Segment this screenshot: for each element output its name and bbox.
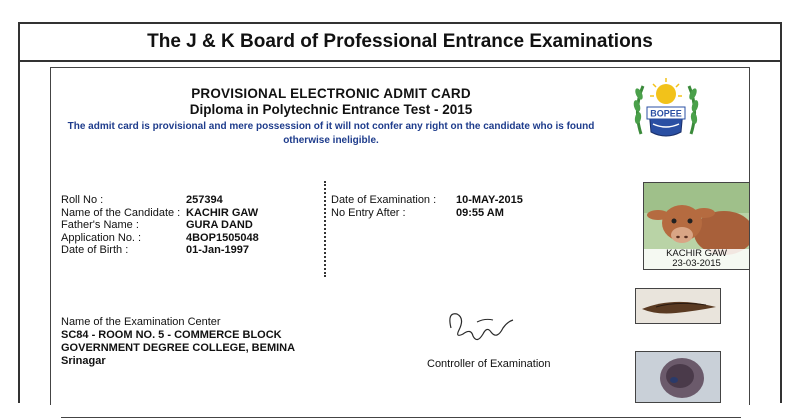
board-title: The J & K Board of Professional Entrance Examinations (147, 31, 653, 52)
admit-card-body (50, 67, 750, 405)
detail-row (61, 207, 259, 220)
detail-value: GURA DAND (186, 219, 253, 231)
exam-label: No Entry After : (331, 206, 406, 219)
logo-text: BOPEE (650, 108, 682, 119)
thumb-impression-icon (636, 352, 721, 403)
controller-label: Controller of Examination (427, 358, 551, 370)
detail-row (61, 232, 259, 245)
exam-value: 09:55 AM (456, 206, 504, 219)
detail-row (61, 194, 259, 207)
controller-signature-icon (441, 300, 521, 350)
centre-line-3: Srinagar (61, 355, 106, 367)
provisional-notice (51, 120, 611, 148)
admit-card-frame (18, 22, 782, 403)
candidate-details (61, 194, 259, 257)
exam-details (331, 194, 523, 219)
detail-row (61, 219, 259, 232)
detail-label: Application No. : (61, 231, 142, 244)
notice-line-2: otherwise ineligible. (283, 135, 379, 146)
board-header (20, 24, 780, 62)
dotted-divider (324, 181, 326, 277)
centre-line-1: SC84 - ROOM NO. 5 - COMMERCE BLOCK (61, 329, 282, 341)
detail-value: KACHIR GAW (186, 206, 259, 219)
photo-caption (644, 249, 749, 269)
exam-label: Date of Examination : (331, 194, 437, 206)
detail-label: Roll No : (61, 194, 104, 206)
card-subtitle: Diploma in Polytechnic Entrance Test - 2015 (189, 102, 473, 117)
signature-specimen-icon (636, 289, 721, 324)
card-title: PROVISIONAL ELECTRONIC ADMIT CARD (191, 86, 471, 101)
notice-line-1: The admit card is provisional and mere possession of it will not confer any right on the candidate who is found (67, 121, 595, 132)
exam-row (331, 194, 523, 207)
detail-label: Date of Birth : (61, 244, 129, 256)
exam-value: 10-MAY-2015 (456, 194, 523, 206)
photo-date: 23-03-2015 (672, 258, 721, 269)
detail-value: 01-Jan-1997 (186, 244, 249, 256)
candidate-photo (643, 182, 750, 270)
photo-name: KACHIR GAW (666, 248, 727, 259)
detail-value: 4BOP1505048 (186, 231, 259, 244)
card-title-block (51, 86, 611, 148)
detail-row (61, 244, 259, 257)
centre-line-2: GOVERNMENT DEGREE COLLEGE, BEMINA (61, 342, 296, 354)
detail-value: 257394 (186, 194, 223, 206)
detail-label: Name of the Candidate : (61, 206, 181, 219)
exam-centre (61, 316, 295, 368)
exam-row (331, 207, 523, 220)
detail-label: Father's Name : (61, 219, 139, 231)
thumb-impression-image (635, 351, 721, 403)
centre-label: Name of the Examination Center (61, 316, 221, 328)
bopee-logo-icon (631, 74, 701, 144)
candidate-signature-image (635, 288, 721, 324)
